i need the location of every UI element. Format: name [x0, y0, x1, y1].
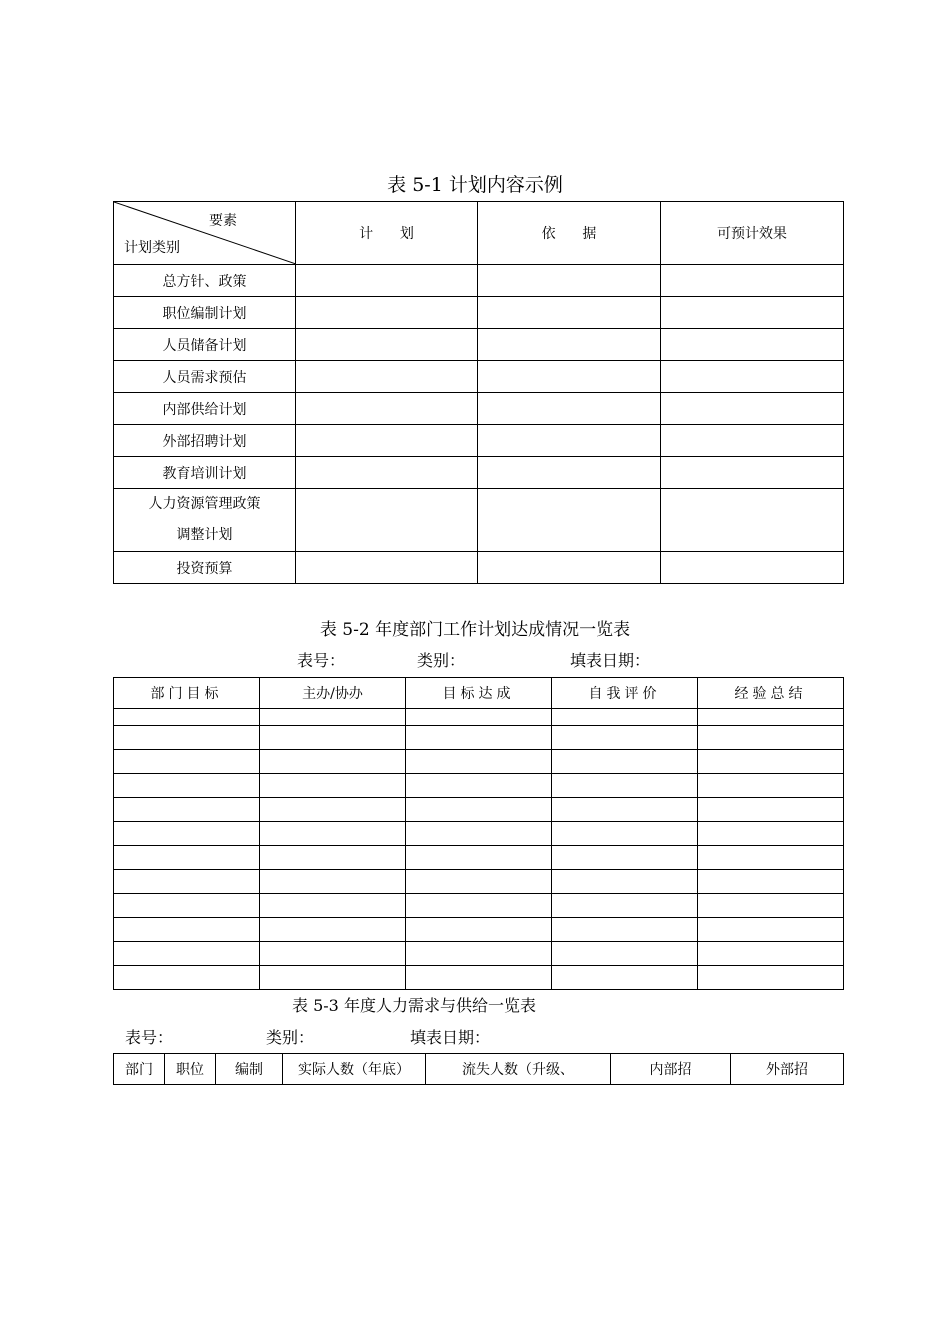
table2-title: 表 5-2 年度部门工作计划达成情况一览表: [319, 620, 631, 640]
plan-content-table: [113, 201, 844, 584]
col-header-plan: 计 划: [296, 202, 478, 265]
manpower-supply-table: [113, 1053, 844, 1085]
col-header-actual: 实际人数（年底）: [283, 1054, 426, 1085]
col-header-turnover: 流失人数（升级、: [426, 1054, 611, 1085]
table2-form-no: 表号：: [297, 651, 346, 670]
row-label: 投资预算: [114, 552, 296, 584]
col-header-summary: 经验总结: [698, 678, 844, 709]
table3-form-no: 表号：: [125, 1028, 174, 1047]
row-label: 人员需求预估: [114, 361, 296, 393]
col-header-dept: 部门: [114, 1054, 165, 1085]
col-header-self-eval: 自我评价: [552, 678, 698, 709]
corner-bottom-label: 计划类别: [124, 240, 180, 256]
col-header-basis: 依 据: [478, 202, 661, 265]
row-label: 内部供给计划: [114, 393, 296, 425]
corner-top-label: 要素: [209, 213, 237, 229]
col-header-position: 职位: [165, 1054, 216, 1085]
col-header-effect: 可预计效果: [661, 202, 844, 265]
table2-category: 类别：: [417, 651, 466, 670]
table3-title: 表 5-3 年度人力需求与供给一览表: [292, 996, 536, 1015]
row-label: 人力资源管理政策调整计划: [114, 489, 296, 552]
table2-date: 填表日期：: [570, 651, 651, 670]
col-header-host: 主办/协办: [260, 678, 406, 709]
col-header-quota: 编制: [216, 1054, 283, 1085]
col-header-dept-goal: 部门目标: [114, 678, 260, 709]
row-label: 外部招聘计划: [114, 425, 296, 457]
col-header-external: 外部招: [731, 1054, 844, 1085]
row-label: 教育培训计划: [114, 457, 296, 489]
row-label: 人员储备计划: [114, 329, 296, 361]
col-header-internal: 内部招: [611, 1054, 731, 1085]
row-label: 职位编制计划: [114, 297, 296, 329]
table3-date: 填表日期：: [410, 1028, 491, 1047]
table3-category: 类别：: [266, 1028, 315, 1047]
table1-title: 表 5-1 计划内容示例: [387, 174, 563, 196]
diagonal-header-cell: [114, 202, 296, 265]
department-plan-table: [113, 677, 844, 990]
col-header-achieved: 目标达成: [406, 678, 552, 709]
row-label: 总方针、政策: [114, 265, 296, 297]
